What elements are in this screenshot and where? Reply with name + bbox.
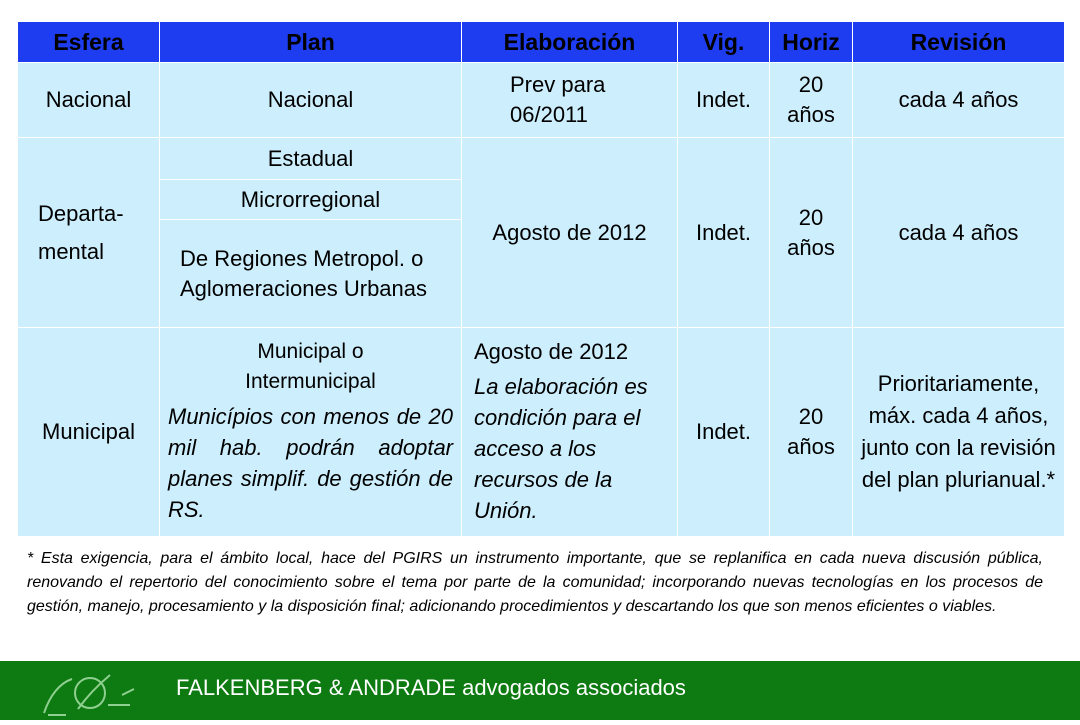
cell-horiz-departamental: [770, 138, 853, 328]
cell-esfera-nacional: Nacional: [18, 63, 160, 138]
horiz-departamental-text: 20 años: [787, 204, 835, 260]
horiz-municipal-text: 20 años: [787, 404, 835, 459]
plan-table: [17, 21, 1065, 537]
cell-vig-departamental: Indet.: [678, 138, 770, 328]
header-horiz: Horiz: [770, 22, 853, 63]
cell-horiz-municipal: [770, 328, 853, 537]
cell-horiz-nacional: [770, 63, 853, 138]
table-row-municipal: [18, 328, 1065, 537]
cell-revision-municipal: Prioritariamente, máx. cada 4 años, junto con la revisión del plan plurianual.*: [853, 328, 1065, 537]
plan-municipal-note: Municípios con menos de 20 mil hab. podrán adoptar planes simplif. de gestión de RS.: [168, 404, 453, 522]
cell-plan-microrregional: Microrregional: [160, 180, 462, 220]
header-vig: Vig.: [678, 22, 770, 63]
cell-revision-departamental: cada 4 años: [853, 138, 1065, 328]
table-row-departamental: [18, 138, 1065, 180]
footer-bar: [0, 661, 1080, 720]
cell-vig-municipal: Indet.: [678, 328, 770, 537]
esfera-departamental-text: Departa-mental: [38, 200, 124, 264]
firm-name: FALKENBERG & ANDRADE advogados associados: [176, 675, 686, 700]
cell-vig-nacional: Indet.: [678, 63, 770, 138]
table-header-row: [18, 22, 1065, 63]
header-revision: Revisión: [853, 22, 1065, 63]
cell-elaboracion-departamental: Agosto de 2012: [462, 138, 678, 328]
plan-municipal-title: Municipal o Intermunicipal: [245, 340, 376, 393]
cell-plan-nacional: Nacional: [160, 63, 462, 138]
footnote: * Esta exigencia, para el ámbito local, hace del PGIRS un instrumento importante, que se replanifica en cada nueva discusión pública, renovando el repertorio del conocimiento sobre el tema por parte de la comunidad; incorporando nuevas tecnologías en los procesos de gestión, manejo, procesamiento y la disposición final; adicionando procedimientos y descartando los que son menos eficientes o viables.: [27, 550, 1043, 615]
table-row-nacional: [18, 63, 1065, 138]
header-elaboracion: Elaboración: [462, 22, 678, 63]
elaboracion-nacional-text: Prev para 06/2011: [510, 72, 606, 127]
cell-esfera-departamental: [18, 138, 160, 328]
cell-plan-municipal: [160, 328, 462, 537]
cell-plan-estadual: Estadual: [160, 138, 462, 180]
horiz-nacional-text: 20 años: [787, 72, 835, 127]
firm-logo-icon: [38, 665, 138, 725]
elaboracion-municipal-date: Agosto de 2012: [474, 338, 629, 364]
cell-plan-metropol: De Regiones Metropol. o Aglomeraciones Urbanas: [160, 220, 462, 328]
cell-revision-nacional: cada 4 años: [853, 63, 1065, 138]
cell-elaboracion-nacional: [462, 63, 678, 138]
cell-esfera-municipal: Municipal: [18, 328, 160, 537]
header-esfera: Esfera: [18, 22, 160, 63]
cell-elaboracion-municipal: [462, 328, 678, 537]
header-plan: Plan: [160, 22, 462, 63]
elaboracion-municipal-note: La elaboración es condición para el acceso a los recursos de la Unión.: [474, 373, 648, 523]
